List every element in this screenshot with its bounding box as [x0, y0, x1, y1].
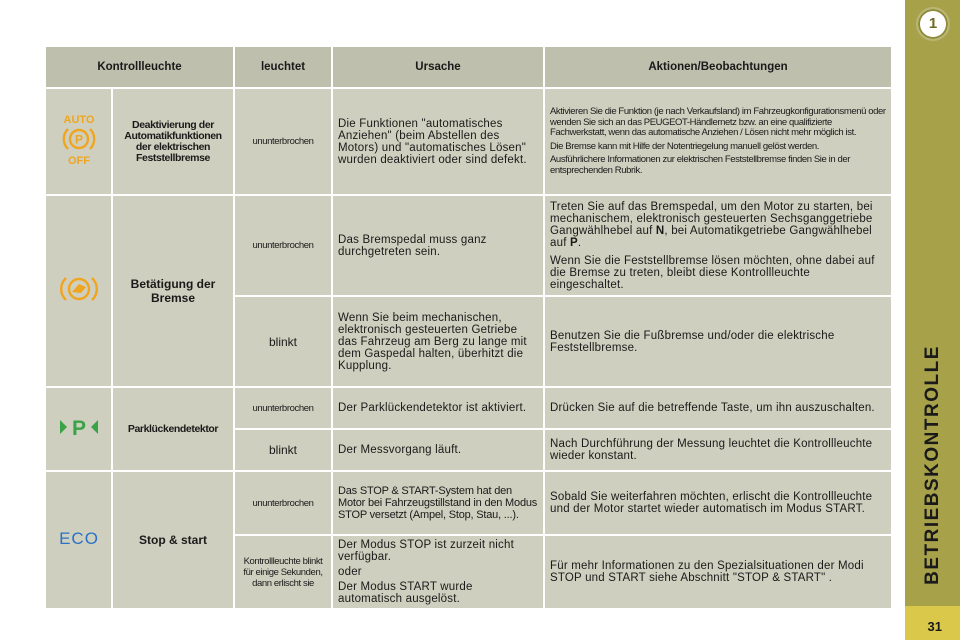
lit-state: ununterbrochen	[234, 195, 332, 296]
table-row	[45, 387, 892, 429]
cause: Wenn Sie beim mechanischen, elektronisch gesteuerten Getriebe das Fahrzeug am Berg zu lange mit dem Gaspedal halten, überhitzt die Kupplung.	[332, 296, 544, 387]
warning-name: Parklückendetektor	[112, 387, 234, 471]
svg-text:P: P	[71, 416, 86, 438]
actions: Benutzen Sie die Fußbremse und/oder die elektrische Feststellbremse.	[544, 296, 892, 387]
warning-name: Stop & start	[112, 471, 234, 609]
lit-state: blinkt	[234, 296, 332, 387]
eco-icon	[55, 528, 103, 548]
actions	[544, 195, 892, 296]
actions: Sobald Sie weiterfahren möchten, erlischt die Kontrollleuchte und der Motor startet wieder automatisch im Modus START.	[544, 471, 892, 535]
lit-state: ununterbrochen	[234, 88, 332, 195]
lit-state: blinkt	[234, 429, 332, 471]
svg-text:OFF: OFF	[67, 155, 90, 166]
action-text-part: .	[577, 236, 582, 249]
icon-cell	[45, 387, 112, 471]
actions: Drücken Sie auf die betreffende Taste, um ihn auszuschalten.	[544, 387, 892, 429]
warning-lights-table	[44, 45, 893, 610]
icon-cell	[45, 195, 112, 387]
cause: Das STOP & START-System hat den Motor bei Fahrzeugstillstand in den Modus STOP versetzt (Ampel, Stop, Stau, ...).	[332, 471, 544, 535]
action-text-part: , bei Automatikgetriebe Gangwählhebel auf	[550, 224, 872, 249]
header-cause: Ursache	[332, 46, 544, 88]
cause: Das Bremspedal muss ganz durchgetreten sein.	[332, 195, 544, 296]
action-text: Wenn Sie die Feststellbremse lösen möchten, ohne dabei auf die Bremse zu treten, bleibt diese Kontrollleuchte eingeschaltet.	[550, 254, 875, 291]
table-row	[45, 195, 892, 296]
cause: Der Messvorgang läuft.	[332, 429, 544, 471]
icon-cell	[45, 471, 112, 609]
svg-text:ECO: ECO	[58, 528, 99, 548]
page-number-tab	[905, 606, 960, 640]
header-lit: leuchtet	[234, 46, 332, 88]
warning-name: Deaktivierung der Automatikfunktionen der elektrischen Feststellbremse	[112, 88, 234, 195]
lit-state: ununterbrochen	[234, 471, 332, 535]
chapter-number-badge	[916, 7, 950, 41]
cause	[332, 535, 544, 609]
svg-text:AUTO: AUTO	[63, 114, 94, 126]
actions: Nach Durchführung der Messung leuchtet die Kontrollleuchte wieder konstant.	[544, 429, 892, 471]
warning-name: Betätigung der Bremse	[112, 195, 234, 387]
cause-text: Der Modus STOP ist zurzeit nicht verfügbar.	[338, 539, 514, 563]
table-row	[45, 471, 892, 535]
action-text: Aktivieren Sie die Funktion (je nach Verkaufsland) im Fahrzeugkonfigurationsmenü oder wenden Sie sich an das PEUGEOT-Händlernetz bzw. an eine qualifizierte Fachwerkstatt, wenn das automatische Anziehen / Lösen nicht mehr möglich ist.	[550, 106, 886, 138]
cause-text: Der Modus START wurde automatisch ausgelöst.	[338, 581, 473, 605]
chapter-number: 1	[928, 15, 938, 32]
chapter-title	[921, 330, 945, 600]
lit-state: Kontrollleuchte blinkt für einige Sekunden, dann erlischt sie	[234, 535, 332, 609]
foot-on-brake-icon	[59, 275, 99, 303]
chapter-title-text: BETRIEBSKONTROLLE	[922, 345, 943, 585]
action-text: Die Bremse kann mit Hilfe der Notentriegelung manuell gelöst werden.	[550, 140, 820, 152]
actions: Für mehr Informationen zu den Spezialsituationen der Modi STOP und START siehe Abschnitt "STOP & START" .	[544, 535, 892, 609]
cause-text: oder	[338, 566, 362, 578]
gear-n: N	[655, 224, 665, 237]
svg-text:P: P	[74, 132, 83, 147]
action-text-part: Treten Sie auf das Bremspedal, um den Motor zu starten, bei mechanischem, elektronisch gesteuerten Sechsganggetriebe Gangwählhebel auf	[550, 200, 873, 237]
header-actions: Aktionen/Beobachtungen	[544, 46, 892, 88]
icon-cell	[45, 88, 112, 195]
action-text	[550, 201, 886, 249]
header-warning-light: Kontrollleuchte	[45, 46, 234, 88]
action-text: Ausführlichere Informationen zur elektrischen Feststellbremse finden Sie in der entsprechenden Rubrik.	[550, 154, 851, 176]
cause: Der Parklückendetektor ist aktiviert.	[332, 387, 544, 429]
parking-space-sensor-icon	[58, 416, 100, 438]
auto-parking-brake-off-icon	[59, 112, 99, 166]
table-row	[45, 88, 892, 195]
cause: Die Funktionen "automatisches Anziehen" (beim Abstellen des Motors) und "automatisches Lösen" wurden deaktiviert oder sind defekt.	[332, 88, 544, 195]
lit-state: ununterbrochen	[234, 387, 332, 429]
table-header-row	[45, 46, 892, 88]
page-number: 31	[927, 619, 942, 634]
actions	[544, 88, 892, 195]
gear-p: P	[569, 236, 578, 249]
